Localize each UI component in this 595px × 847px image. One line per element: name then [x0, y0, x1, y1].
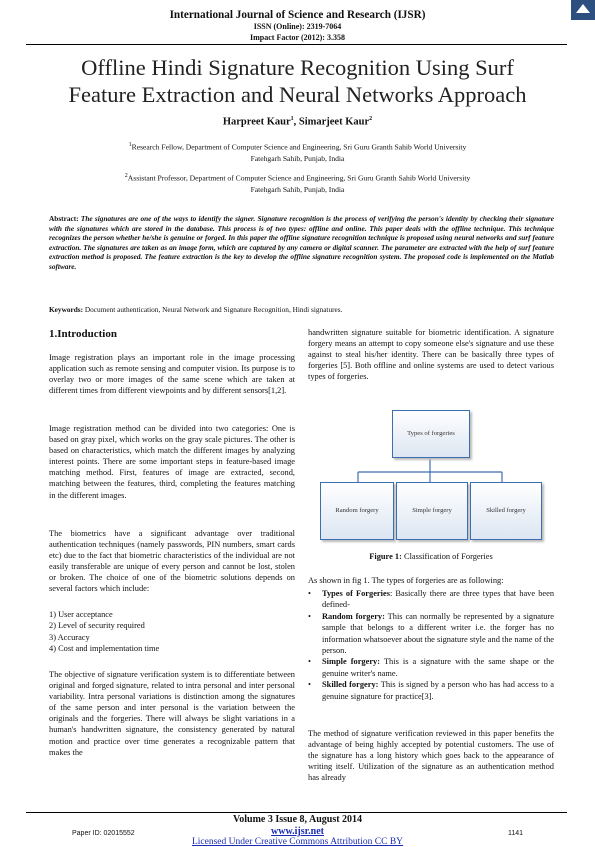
diagram-root-box [392, 410, 470, 458]
keywords [49, 305, 554, 314]
left-para-1: Image registration plays an important role in the image processing application such as remote sensing and computer vision. Its purpose is to overlay two or more images of the same scene which are taken at different times from different viewpoints and by different sensors[1,2]. [49, 353, 295, 396]
list-item [308, 588, 554, 611]
author-2-sup: 2 [369, 116, 373, 122]
abstract-label: Abstract: [49, 214, 79, 223]
bullet-icon: • [308, 680, 311, 690]
keywords-label: Keywords: [49, 305, 84, 314]
list-item [308, 611, 554, 657]
aff1-line2: Fatehgarh Sahib, Punjab, India [250, 153, 345, 163]
volume-info: Volume 3 Issue 8, August 2014 [232, 814, 363, 825]
title-line-2: Feature Extraction and Neural Networks Approach [68, 82, 527, 107]
bullet-head: Simple forgery: [322, 657, 381, 667]
bullet-head: Skilled forgery: [322, 680, 379, 690]
author-2: Simarjeet Kaur [298, 116, 370, 128]
bullet-text: This is a signature with the same shape or the genuine writer's name. [322, 657, 554, 678]
aff1-line1: Research Fellow, Department of Computer Science and Engineering, Sri Guru Granth Sahib World University [131, 142, 467, 152]
list-item [308, 679, 554, 702]
diagram-root-label: Types of forgeries [407, 430, 455, 438]
list-item: 2) Level of security required [49, 621, 145, 631]
left-para-4: The objective of signature verification system is to differentiate between original and forged signature, related to intra personal and inter personal variability. Intra personal variations is distinction among the signatures of the same person and inter personal is the variation between the originals and the forgeries. There will always be slight variations in a human's handwritten signature, the consistency generated by natural motion and practice over time generates a recognizable pattern that makes the [49, 670, 295, 757]
figure-caption [308, 552, 554, 561]
author-sep: , [293, 116, 299, 128]
abstract-text: The signatures are one of the ways to identify the signer. Signature recognition is the process of verifying the person's identity by checking their signature with the signatures which are stored in the database. This process is of two types: offline and online. This paper deals with the offline technique. This technique recognizes the person whether he/she is genuine or forged. In this paper the offline signature recognition technique is proposed using neural networks and surf feature extraction. The signatures are taken as an image form, which are captured by any camera or digital scanner. The parameter are extracted with the help of surf feature extraction method is proposed. The feature extraction is the key to develop the offline signature recognition system. The proposed code is implemented on the Matlab software. [49, 214, 554, 271]
affiliation-1 [0, 140, 595, 164]
right-para-2: The method of signature verification reviewed in this paper benefits the advantage of being highly accepted by potential customers. The use of the signature has a long history which goes back to the appearance of writing itself. Utilization of the signature as an authentication method has already [308, 729, 554, 783]
bullet-head: Random forgery: [322, 611, 385, 621]
left-para-2: Image registration method can be divided into two categories: One is based on gray pixel, which works on the gray scale pictures. The other is based on characteristics, which match the different images by analyzing interest points. There are some important steps in feature-based image matching method. First, features of image are extracted, second, matching between the features, third, completing the features matching in the different images. [49, 424, 295, 500]
diagram-skilled-label: Skilled forgery [486, 507, 526, 515]
journal-name: International Journal of Science and Research (IJSR) [169, 9, 426, 21]
right-para-1: handwritten signature suitable for biometric identification. A signature forgery means an attempt to copy someone else's signature and use these against to steal his/her identity. There can be basically three types of forgeries [5]. Both offline and online systems are used to detect various types of forgeries. [308, 328, 554, 382]
list-item: 4) Cost and implementation time [49, 644, 160, 654]
caption-text: Classification of Forgeries [401, 552, 493, 561]
impact-factor: Impact Factor (2012): 3.358 [250, 33, 345, 42]
left-para-3: The biometrics have a significant advantage over traditional authentication techniques (namely passwords, PIN numbers, smart cards etc) due to the fact that biometric characteristics of the individual are not easily transferable are unique of every person and cannot be lost, stolen or broken. The choice of one of the biometric solutions depends on several factors which include: [49, 529, 295, 594]
aff2-line1: Assistant Professor, Department of Computer Science and Engineering, Sri Guru Granth Sahib World University [127, 173, 471, 183]
diagram-random-label: Random forgery [335, 507, 379, 515]
aff1-sup: 1 [128, 142, 132, 148]
bullet-icon: • [308, 657, 311, 667]
page-number: 1141 [508, 830, 524, 837]
section-heading: 1.Introduction [49, 328, 117, 340]
bullet-icon: • [308, 589, 311, 598]
list-item: 1) User acceptance [49, 610, 113, 619]
issn: ISSN (Online): 2319-7064 [253, 22, 342, 31]
diagram-box-random [320, 482, 394, 540]
list-item: 3) Accuracy [49, 632, 90, 642]
header-rule [26, 44, 567, 45]
paper-id: Paper ID: 02015552 [72, 830, 135, 837]
diagram-simple-label: Simple forgery [412, 507, 452, 515]
title-line-1: Offline Hindi Signature Recognition Using Surf [81, 55, 514, 80]
footer-rule [26, 812, 567, 813]
diagram-box-skilled [470, 482, 542, 540]
authors [0, 116, 595, 128]
forgery-diagram [318, 406, 544, 544]
bullet-text: : Basically there are three types that have been defined- [322, 589, 555, 610]
bullet-text: This can normally be represented by a signature sample that belongs to a different writer i.e. the forger has no information whatsoever about the signature style and the name of the person. [322, 611, 555, 656]
author-1: Harpreet Kaur [222, 116, 291, 128]
paper-title [0, 54, 595, 108]
forgery-bullets [308, 588, 554, 702]
bullet-head: Types of Forgeries [322, 589, 390, 598]
abstract [49, 214, 554, 271]
diagram-box-simple [396, 482, 468, 540]
affiliation-2 [0, 171, 595, 195]
bullet-text: This is signed by a person who has had access to a genuine signature for practice[3]. [322, 680, 554, 701]
license-link[interactable]: Licensed Under Creative Commons Attribution CC BY [191, 837, 404, 847]
author-1-sup: 1 [290, 116, 294, 122]
list-item [308, 656, 554, 679]
keywords-text: Document authentication, Neural Network and Signature Recognition, Hindi signatures. [83, 305, 343, 314]
right-intro: As shown in fig 1. The types of forgeries are as following: [308, 576, 504, 585]
factor-list [49, 609, 295, 655]
aff2-line2: Fatehgarh Sahib, Punjab, India [250, 184, 345, 194]
aff2-sup: 2 [124, 173, 128, 179]
site-link[interactable]: www.ijsr.net [271, 826, 324, 837]
caption-label: Figure 1: [369, 552, 402, 561]
bullet-icon: • [308, 611, 311, 621]
